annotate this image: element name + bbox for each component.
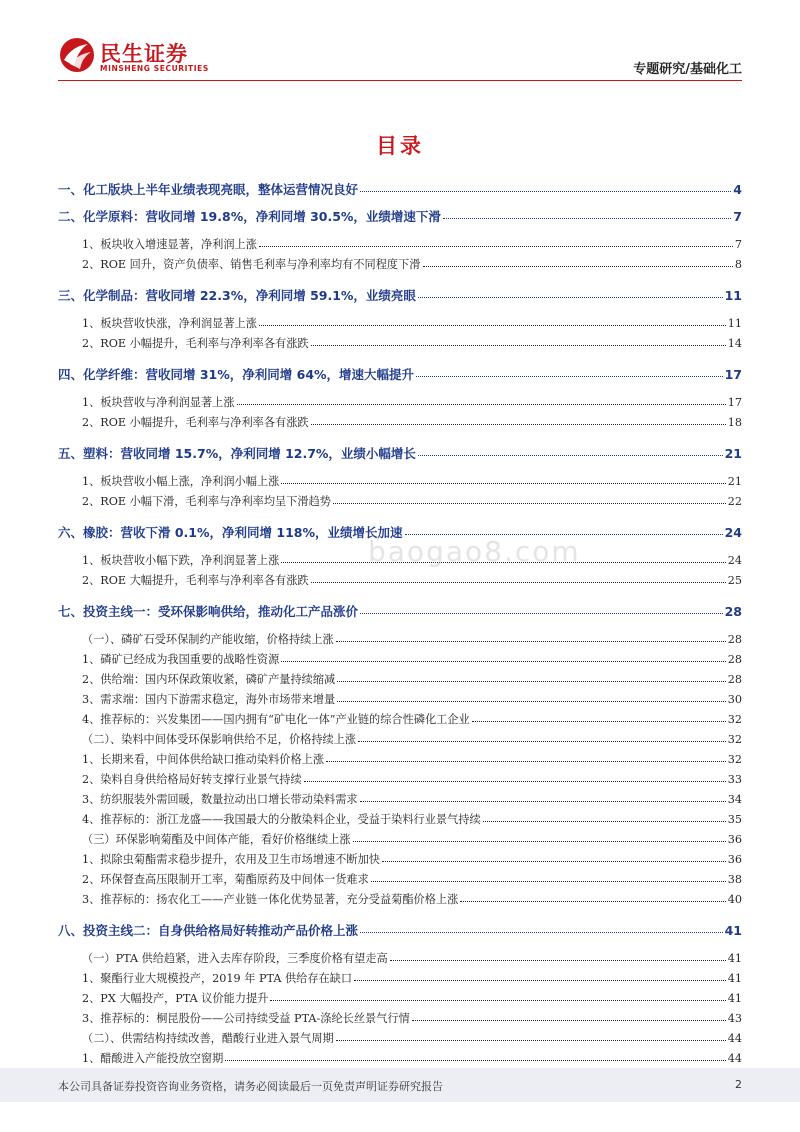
toc-subsection-entry[interactable] [58, 851, 742, 867]
toc-entry-text: 2、ROE 小幅提升，毛利率与净利率各有涨跌 [82, 416, 309, 429]
toc-entry-text: （一）PTA 供给趋紧，进入去库存阶段，三季度价格有望走高 [82, 952, 388, 965]
toc-page-number: 4 [733, 182, 742, 197]
toc-page-number: 18 [727, 416, 742, 429]
toc-leader-dots [483, 821, 726, 822]
toc-subsection-entry[interactable] [58, 970, 742, 986]
toc-entry-text: 1、板块营收快涨，净利润显著上涨 [82, 317, 257, 330]
toc-subsection-entry[interactable] [58, 1010, 742, 1026]
toc-subsection-entry[interactable] [58, 771, 742, 787]
toc-entry-text: 3、纺织服装外需回暖，数量拉动出口增长带动染料需求 [82, 793, 358, 806]
toc-entry-text: 2、ROE 小幅提升，毛利率与净利率各有涨跌 [82, 337, 309, 350]
toc-page-number: 21 [724, 446, 742, 461]
toc-subsection-entry[interactable] [58, 990, 742, 1006]
toc-page-number: 41 [727, 972, 742, 985]
toc-section-entry[interactable] [58, 286, 742, 304]
toc-entry-text: 2、染料自身供给格局好转支撑行业景气持续 [82, 773, 302, 786]
toc-page-number: 38 [727, 873, 742, 886]
toc-leader-dots [237, 404, 726, 405]
toc-page-number: 22 [727, 495, 742, 508]
toc-entry-text: 1、醋酸进入产能投放空窗期 [82, 1052, 224, 1065]
toc-page-number: 36 [727, 833, 742, 846]
toc-leader-dots [353, 841, 726, 842]
toc-entry-text: 4、推荐标的：浙江龙盛——我国最大的分散染料企业，受益于染料行业景气持续 [82, 813, 481, 826]
toc-subsection-entry[interactable] [58, 1050, 742, 1066]
toc-entry-text: 2、环保督查高压限制开工率，菊酯原药及中间体一货难求 [82, 873, 369, 886]
toc-entry-text: （三）环保影响菊酯及中间体产能，看好价格继续上涨 [82, 833, 351, 846]
toc-page-number: 8 [734, 258, 742, 271]
toc-page-number: 32 [727, 753, 742, 766]
toc-page-number: 28 [727, 653, 742, 666]
toc-entry-text: （二）、染料中间体受环保影响供给不足，价格持续上涨 [82, 733, 357, 746]
toc-leader-dots [225, 1060, 725, 1061]
toc-leader-dots [336, 1040, 726, 1041]
toc-entry-text: 1、板块营收小幅上涨，净利润小幅上涨 [82, 475, 280, 488]
toc-section-entry[interactable] [58, 365, 742, 383]
toc-page-number: 24 [724, 525, 742, 540]
toc-entry-text: 三、化学制品：营收同增 22.3%，净利同增 59.1%，业绩亮眼 [58, 288, 416, 303]
toc-page-number: 11 [727, 317, 742, 330]
toc-page-number: 11 [724, 288, 742, 303]
toc-leader-dots [358, 741, 726, 742]
toc-leader-dots [281, 661, 725, 662]
toc-page-number: 44 [727, 1032, 742, 1045]
toc-section-entry[interactable] [58, 207, 742, 225]
page-footer [0, 1068, 800, 1102]
toc-subsection-entry[interactable] [58, 671, 742, 687]
toc-entry-text: 4、推荐标的：兴发集团——国内拥有“矿电化一体”产业链的综合性磷化工企业 [82, 713, 470, 726]
toc-page-number: 7 [734, 238, 742, 251]
toc-subsection-entry[interactable] [58, 493, 742, 509]
toc-leader-dots [336, 641, 726, 642]
toc-leader-dots [418, 297, 723, 298]
toc-leader-dots [270, 1000, 725, 1001]
toc-leader-dots [337, 701, 726, 702]
toc-entry-text: 3、需求端：国内下游需求稳定，海外市场带来增量 [82, 693, 336, 706]
toc-leader-dots [460, 901, 725, 902]
toc-leader-dots [472, 721, 726, 722]
toc-page-number: 33 [727, 773, 742, 786]
toc-entry-text: （二）、供需结构持续改善，醋酸行业进入景气周期 [82, 1032, 334, 1045]
toc-page-number: 28 [727, 633, 742, 646]
toc-section-entry[interactable] [58, 180, 742, 198]
minsheng-logo-icon [58, 36, 96, 74]
toc-entry-text: 一、化工版块上半年业绩表现亮眼，整体运营情况良好 [58, 182, 359, 197]
toc-entry-text: 1、拟除虫菊酯需求稳步提升，农用及卫生市场增速不断加快 [82, 853, 380, 866]
toc-subsection-entry[interactable] [58, 1030, 742, 1046]
toc-page-number: 32 [727, 733, 742, 746]
toc-leader-dots [304, 781, 726, 782]
toc-leader-dots [371, 881, 726, 882]
toc-entry-text: 八、投资主线二：自身供给格局好转推动产品价格上涨 [58, 923, 359, 938]
toc-entry-text: 2、ROE 小幅下滑，毛利率与净利率均呈下滑趋势 [82, 495, 331, 508]
toc-leader-dots [326, 761, 726, 762]
toc-entry-text: 3、推荐标的：扬农化工——产业链一体化优势显著，充分受益菊酯价格上涨 [82, 893, 459, 906]
toc-page-number: 35 [727, 813, 742, 826]
toc-entry-text: 七、投资主线一：受环保影响供给，推动化工产品涨价 [58, 604, 359, 619]
toc-section-entry[interactable] [58, 444, 742, 462]
header-divider [58, 80, 742, 81]
toc-leader-dots [360, 801, 726, 802]
toc-leader-dots [360, 613, 723, 614]
toc-subsection-entry[interactable] [58, 572, 742, 588]
toc-page-number: 36 [727, 853, 742, 866]
toc-page-number: 17 [727, 396, 742, 409]
toc-entry-text: 1、长期来看，中间体供给缺口推动染料价格上涨 [82, 753, 325, 766]
toc-subsection-entry[interactable] [58, 631, 742, 647]
toc-subsection-entry[interactable] [58, 871, 742, 887]
toc-subsection-entry[interactable] [58, 691, 742, 707]
toc-entry-text: 1、板块营收与净利润显著上涨 [82, 396, 235, 409]
toc-page-number: 40 [727, 893, 742, 906]
toc-entry-text: 3、推荐标的：桐昆股份——公司持续受益 PTA-涤纶长丝景气行情 [82, 1012, 410, 1025]
toc-page-number: 28 [727, 673, 742, 686]
toc-subsection-entry[interactable] [58, 791, 742, 807]
toc-subsection-entry[interactable] [58, 891, 742, 907]
toc-subsection-entry[interactable] [58, 731, 742, 747]
toc-subsection-entry[interactable] [58, 315, 742, 331]
toc-page-number: 17 [724, 367, 742, 382]
toc-entry-text: 1、磷矿已经成为我国重要的战略性资源 [82, 653, 280, 666]
toc-section-entry[interactable] [58, 602, 742, 620]
toc-entry-text: 2、供给端：国内环保政策收紧，磷矿产量持续缩减 [82, 673, 336, 686]
toc-page-number: 43 [727, 1012, 742, 1025]
toc-entry-text: 1、聚酯行业大规模投产，2019 年 PTA 供给存在缺口 [82, 972, 353, 985]
toc-leader-dots [333, 503, 726, 504]
toc-page-number: 14 [727, 337, 742, 350]
toc-entry-text: 2、PX 大幅投产，PTA 议价能力提升 [82, 992, 269, 1005]
toc-leader-dots [443, 218, 731, 219]
toc-page-number: 41 [727, 952, 742, 965]
toc-page-number: 32 [727, 713, 742, 726]
toc-entry-text: （一）、磷矿石受环保制约产能收缩，价格持续上涨 [82, 633, 334, 646]
report-category: 专题研究/基础化工 [633, 62, 742, 77]
toc-subsection-entry[interactable] [58, 950, 742, 966]
toc-leader-dots [337, 681, 726, 682]
toc-subsection-entry[interactable] [58, 236, 742, 252]
toc-page-number: 41 [724, 923, 742, 938]
toc-leader-dots [416, 376, 723, 377]
toc-leader-dots [423, 266, 733, 267]
toc-entry-text: 1、板块收入增速显著，净利润上涨 [82, 238, 257, 251]
toc-leader-dots [259, 325, 726, 326]
toc-subsection-entry[interactable] [58, 811, 742, 827]
watermark: baogao8.com [368, 535, 581, 568]
toc-page-number: 21 [727, 475, 742, 488]
footer-page-number: 2 [735, 1078, 742, 1091]
toc-subsection-entry[interactable] [58, 711, 742, 727]
toc-page-number: 7 [733, 209, 742, 224]
toc-leader-dots [418, 455, 723, 456]
toc-subsection-entry[interactable] [58, 473, 742, 489]
toc-leader-dots [382, 861, 726, 862]
toc-page-number: 24 [727, 554, 742, 567]
toc-entry-text: 四、化学纤维：营收同增 31%，净利同增 64%，增速大幅提升 [58, 367, 415, 382]
toc-leader-dots [311, 424, 726, 425]
logo-english-name: MINSHENG SECURITIES [100, 64, 209, 73]
toc-leader-dots [281, 483, 725, 484]
toc-subsection-entry[interactable] [58, 394, 742, 410]
toc-page-number: 25 [727, 574, 742, 587]
toc-subsection-entry[interactable] [58, 335, 742, 351]
toc-leader-dots [311, 582, 726, 583]
toc-entry-text: 1、板块营收小幅下跌，净利润显著上涨 [82, 554, 280, 567]
toc-entry-text: 五、塑料：营收同增 15.7%，净利同增 12.7%，业绩小幅增长 [58, 446, 416, 461]
toc-subsection-entry[interactable] [58, 414, 742, 430]
footer-disclaimer: 本公司具备证券投资咨询业务资格，请务必阅读最后一页免责声明证券研究报告 [58, 1080, 443, 1093]
toc-page-number: 28 [724, 604, 742, 619]
toc-leader-dots [360, 932, 723, 933]
toc-leader-dots [311, 345, 726, 346]
toc-page-number: 30 [727, 693, 742, 706]
toc-entry-text: 2、ROE 大幅提升，毛利率与净利率各有涨跌 [82, 574, 309, 587]
toc-subsection-entry[interactable] [58, 751, 742, 767]
toc-leader-dots [259, 246, 733, 247]
toc-leader-dots [360, 191, 731, 192]
toc-page-number: 41 [727, 992, 742, 1005]
toc-entry-text: 2、ROE 回升，资产负债率、销售毛利率与净利率均有不同程度下滑 [82, 258, 421, 271]
toc-subsection-entry[interactable] [58, 651, 742, 667]
toc-title: 目录 [376, 134, 424, 158]
toc-subsection-entry[interactable] [58, 256, 742, 272]
logo-chinese-name: 民生证券 [100, 42, 188, 66]
toc-leader-dots [412, 1020, 726, 1021]
minsheng-logo [58, 36, 258, 80]
toc-section-entry[interactable] [58, 921, 742, 939]
toc-page-number: 34 [727, 793, 742, 806]
toc-subsection-entry[interactable] [58, 831, 742, 847]
toc-leader-dots [390, 960, 726, 961]
toc-entry-text: 二、化学原料：营收同增 19.8%，净利同增 30.5%，业绩增速下滑 [58, 209, 441, 224]
page-header [0, 0, 800, 80]
toc-page-number: 44 [727, 1052, 742, 1065]
toc-leader-dots [354, 980, 726, 981]
toc-entry-text: 六、橡胶：营收下滑 0.1%，净利同增 118%，业绩增长加速 [58, 525, 403, 540]
